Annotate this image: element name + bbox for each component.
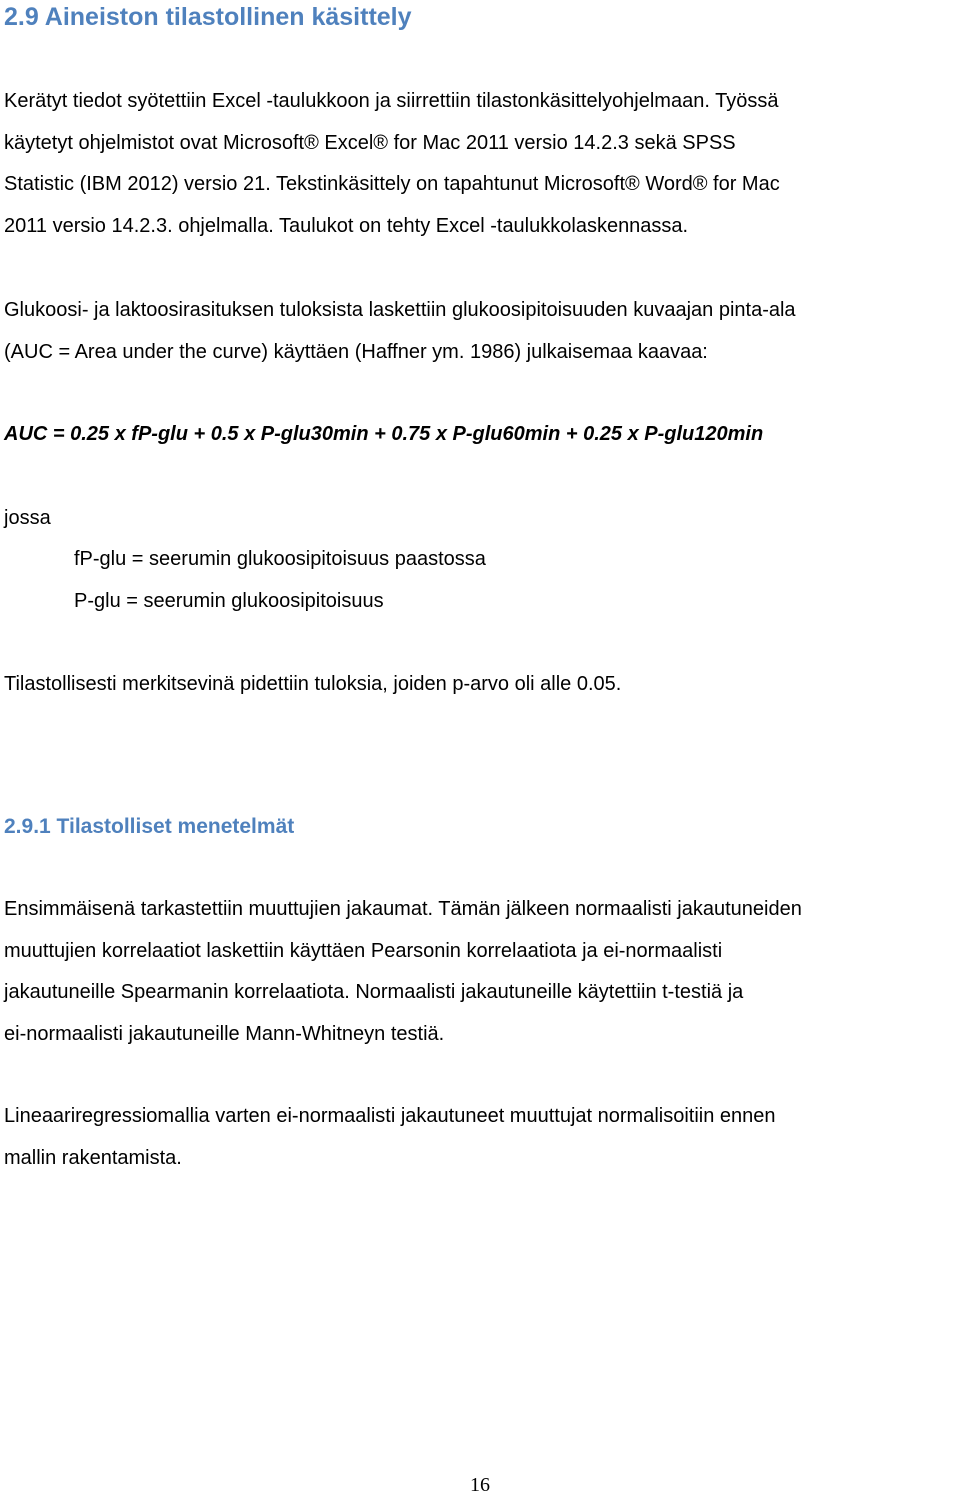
auc-formula: AUC = 0.25 x fP-glu + 0.5 x P-glu30min + 0.75 x P-glu60min + 0.25 x P-glu120min bbox=[4, 423, 764, 445]
paragraph-regression bbox=[4, 1096, 960, 1179]
where-label: jossa bbox=[4, 507, 51, 529]
paragraph-auc bbox=[4, 290, 960, 373]
text-line: käytetyt ohjelmistot ovat Microsoft® Excel® for Mac 2011 versio 14.2.3 sekä SPSS bbox=[4, 131, 736, 154]
text-line: Lineaariregressiomallia varten ei-normaalisti jakautuneet muuttujat normalisoitiin ennen bbox=[4, 1105, 776, 1127]
page-number: 16 bbox=[470, 1474, 490, 1496]
text-line: (AUC = Area under the curve) käyttäen (Haffner ym. 1986) julkaisemaa kaavaa: bbox=[4, 340, 708, 363]
text-line: Kerätyt tiedot syötettiin Excel -taulukkoon ja siirrettiin tilastonkäsittelyohjelmaan. Työssä bbox=[4, 90, 779, 112]
paragraph-methods bbox=[4, 889, 960, 1055]
text-line: 2011 versio 14.2.3. ohjelmalla. Taulukot on tehty Excel -taulukkolaskennassa. bbox=[4, 214, 689, 237]
section-heading: 2.9 Aineiston tilastollinen käsittely bbox=[4, 3, 412, 31]
definition-fp-glu: fP-glu = seerumin glukoosipitoisuus paastossa bbox=[74, 548, 486, 570]
text-line: ei-normaalisti jakautuneille Mann-Whitneyn testiä. bbox=[4, 1022, 445, 1045]
significance-text: Tilastollisesti merkitsevinä pidettiin tuloksia, joiden p-arvo oli alle 0.05. bbox=[4, 673, 622, 695]
definition-p-glu: P-glu = seerumin glukoosipitoisuus bbox=[74, 590, 384, 612]
text-line: muuttujien korrelaatiot laskettiin käyttäen Pearsonin korrelaatiota ja ei-normaalisti bbox=[4, 939, 723, 962]
text-line: mallin rakentamista. bbox=[4, 1146, 182, 1169]
paragraph-software bbox=[4, 81, 960, 247]
text-line: jakautuneille Spearmanin korrelaatiota. Normaalisti jakautuneille käytettiin t-testiä ja bbox=[4, 981, 744, 1003]
subsection-heading: 2.9.1 Tilastolliset menetelmät bbox=[4, 815, 295, 838]
text-line: Ensimmäisenä tarkastettiin muuttujien jakaumat. Tämän jälkeen normaalisti jakautuneiden bbox=[4, 898, 802, 920]
text-line: Statistic (IBM 2012) versio 21. Tekstinkäsittely on tapahtunut Microsoft® Word® for Mac bbox=[4, 173, 780, 195]
text-line: Glukoosi- ja laktoosirasituksen tuloksista laskettiin glukoosipitoisuuden kuvaajan pinta-ala bbox=[4, 299, 796, 321]
